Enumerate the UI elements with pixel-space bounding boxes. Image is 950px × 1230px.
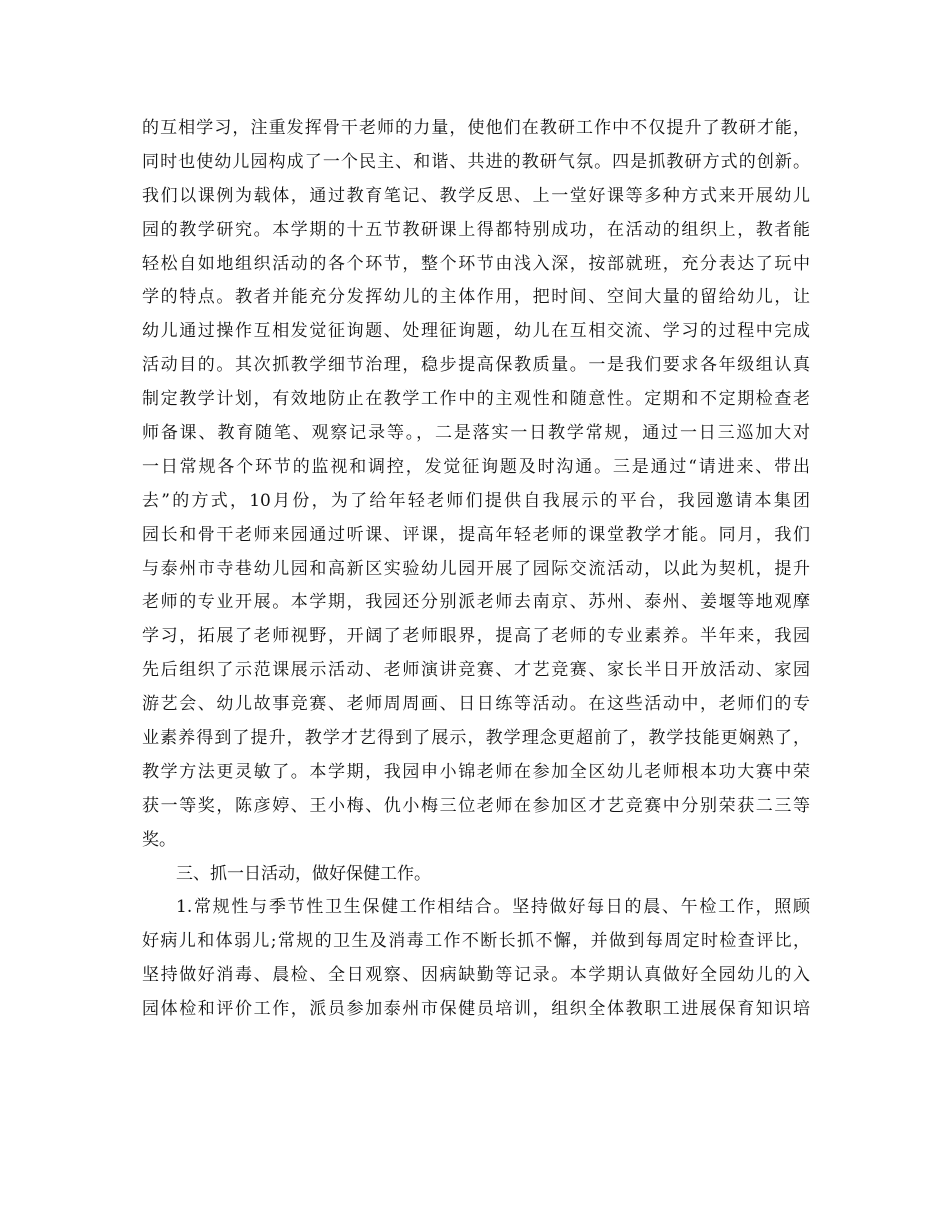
- text-line: 园长和骨干老师来园通过听课、评课，提高年轻老师的课堂教学才能。同月，我们: [142, 524, 810, 545]
- text-line: 学习，拓展了老师视野，开阔了老师眼界，提高了老师的专业素养。半年来，我园: [142, 626, 810, 647]
- document-page: [142, 112, 810, 1027]
- text-line: 与泰州市寺巷幼儿园和高新区实验幼儿园开展了园际交流活动，以此为契机，提升: [142, 558, 810, 579]
- text-line: 活动目的。其次抓教学细节治理，稳步提高保教质量。一是我们要求各年级组认真: [142, 355, 810, 376]
- section-heading: 三、抓一日活动，做好保健工作。: [176, 863, 431, 884]
- text-line: 教学方法更灵敏了。本学期，我园申小锦老师在参加全区幼儿老师根本功大赛中荣: [142, 761, 810, 782]
- text-line: 园体检和评价工作，派员参加泰州市保健员培训，组织全体教职工进展保育知识培: [142, 999, 810, 1020]
- text-line: 园的教学研究。本学期的十五节教研课上得都特别成功，在活动的组织上，教者能: [142, 219, 810, 240]
- text-line: 业素养得到了提升，教学才艺得到了展示，教学理念更超前了，教学技能更娴熟了，: [142, 728, 810, 749]
- text-line: 老师的专业开展。本学期，我园还分别派老师去南京、苏州、泰州、姜堰等地观摩: [142, 592, 810, 613]
- text-line: 轻松自如地组织活动的各个环节，整个环节由浅入深，按部就班，充分表达了玩中: [142, 253, 810, 274]
- text-line: 制定教学计划，有效地防止在教学工作中的主观性和随意性。定期和不定期检查老: [142, 389, 810, 410]
- text-line: 一日常规各个环节的监视和调控，发觉征询题及时沟通。三是通过“请进来、带出: [142, 456, 810, 477]
- text-line: 去”的方式，10月份，为了给年轻老师们提供自我展示的平台，我园邀请本集团: [142, 490, 810, 511]
- text-line: 坚持做好消毒、晨检、全日观察、因病缺勤等记录。本学期认真做好全园幼儿的入: [142, 965, 810, 986]
- text-line: 学的特点。教者并能充分发挥幼儿的主体作用，把时间、空间大量的留给幼儿，让: [142, 287, 810, 308]
- text-line: 好病儿和体弱儿;常规的卫生及消毒工作不断长抓不懈，并做到每周定时检查评比，: [142, 931, 810, 952]
- text-line: 奖。: [142, 829, 176, 850]
- text-line: 获一等奖，陈彦婷、王小梅、仇小梅三位老师在参加区才艺竞赛中分别荣获二三等: [142, 795, 810, 816]
- text-line: 的互相学习，注重发挥骨干老师的力量，使他们在教研工作中不仅提升了教研才能，: [142, 118, 810, 138]
- text-line: 我们以课例为载体，通过教育笔记、教学反思、上一堂好课等多种方式来开展幼儿: [142, 185, 810, 206]
- text-line: 师备课、教育随笔、观察记录等。，二是落实一日教学常规，通过一日三巡加大对: [142, 423, 810, 444]
- text-line: 1.常规性与季节性卫生保健工作相结合。坚持做好每日的晨、午检工作，照顾: [176, 897, 810, 918]
- text-line: 同时也使幼儿园构成了一个民主、和谐、共进的教研气氛。四是抓教研方式的创新。: [142, 151, 810, 172]
- text-line: 先后组织了示范课展示活动、老师演讲竞赛、才艺竞赛、家长半日开放活动、家园: [142, 660, 810, 681]
- text-line: 幼儿通过操作互相发觉征询题、处理征询题，幼儿在互相交流、学习的过程中完成: [142, 321, 810, 342]
- text-line: 游艺会、幼儿故事竞赛、老师周周画、日日练等活动。在这些活动中，老师们的专: [142, 694, 810, 715]
